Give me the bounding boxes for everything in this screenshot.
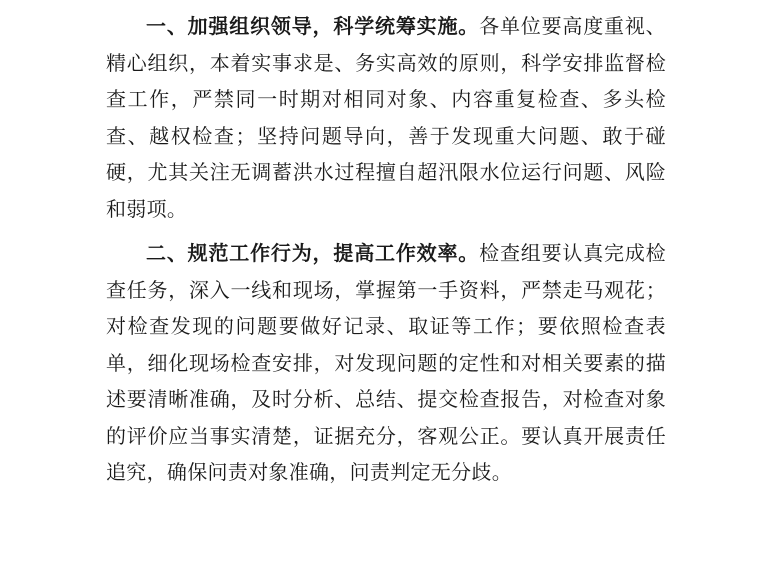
section-1-paragraph <box>106 2 666 227</box>
section-2-body: 检查组要认真完成检查任务，深入一线和现场，掌握第一手资料，严禁走马观花；对检查发现的问题要做好记录、取证等工作；要依照检查表单，细化现场检查安排，对发现问题的定性和对相关要素的描述要清晰准确，及时分析、总结、提交检查报告，对检查对象的评价应当事实清楚，证据充分，客观公正。要认真开展责任追究，确保问责对象准确，问责判定无分歧。 <box>106 241 666 484</box>
section-2-heading: 二、规范工作行为，提高工作效率。 <box>146 241 480 265</box>
document-body <box>106 2 666 491</box>
section-1-body: 各单位要高度重视、精心组织，本着实事求是、务实高效的原则，科学安排监督检查工作，严禁同一时期对相同对象、内容重复检查、多头检查、越权检查；坚持问题导向，善于发现重大问题、敢于碰硬，尤其关注无调蓄洪水过程擅自超汛限水位运行问题、风险和弱项。 <box>106 14 666 221</box>
section-1-heading: 一、加强组织领导，科学统筹实施。 <box>146 14 480 38</box>
section-2-paragraph <box>106 235 666 491</box>
